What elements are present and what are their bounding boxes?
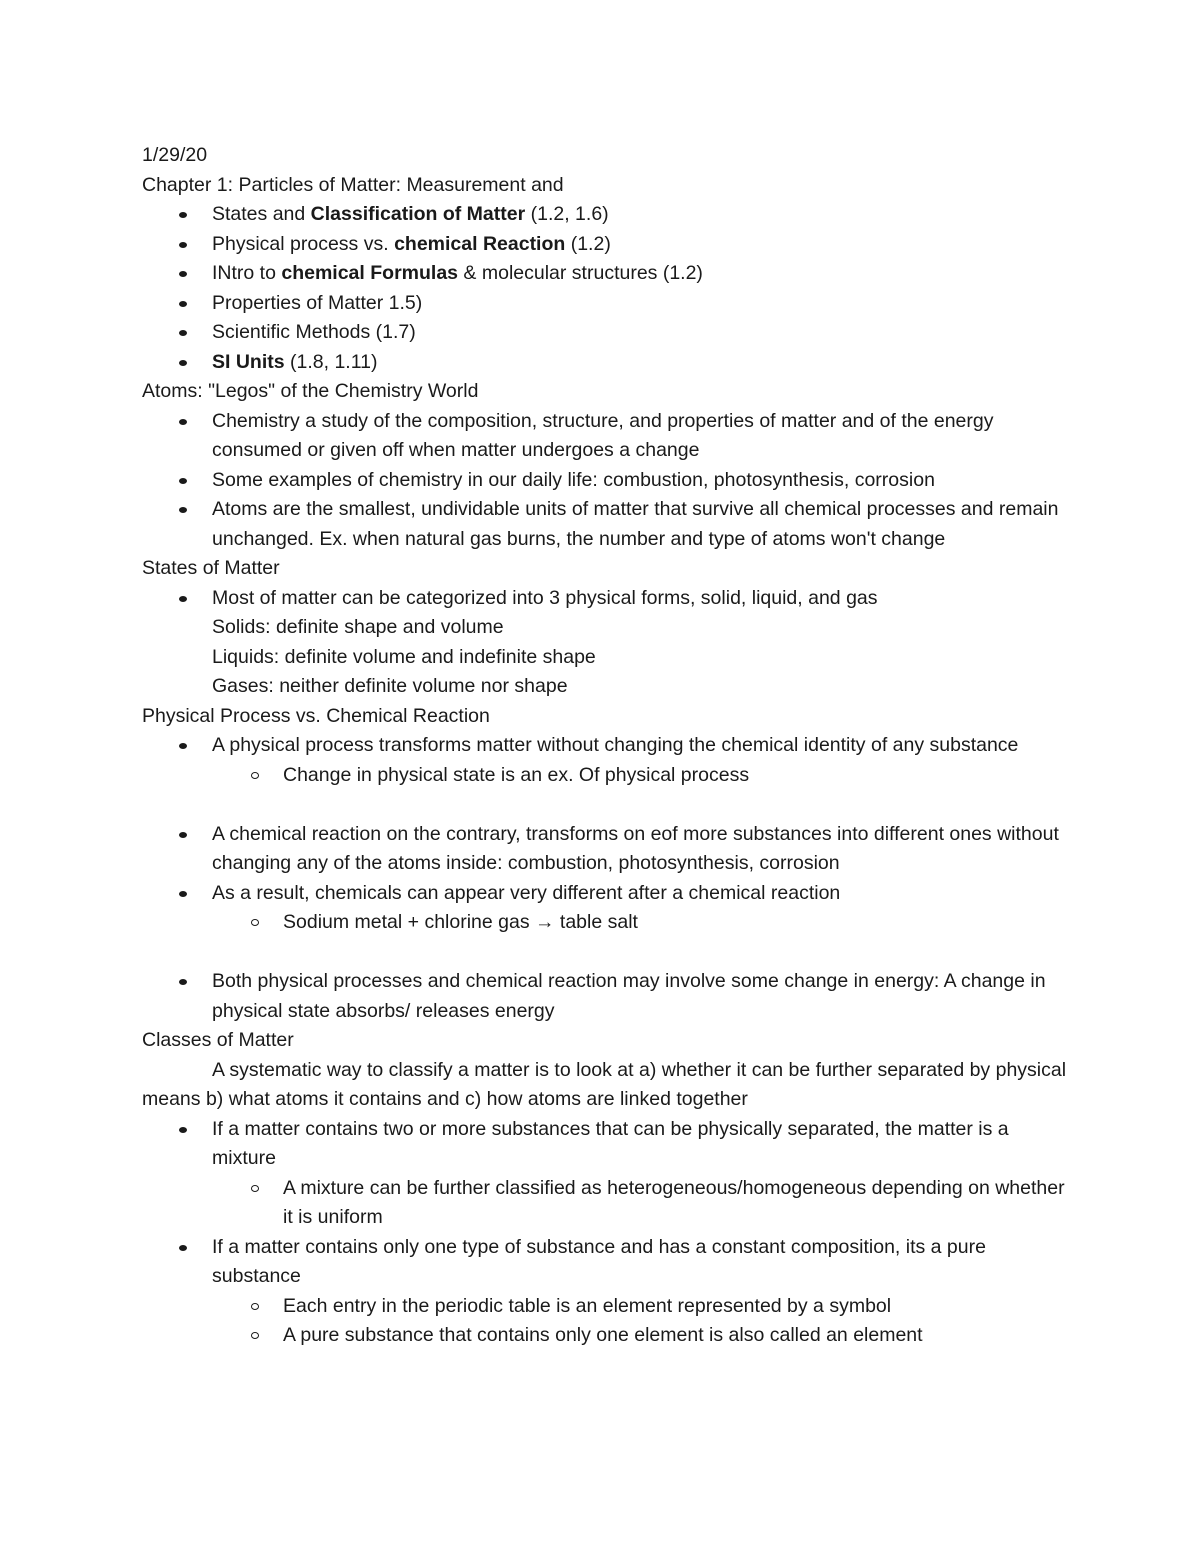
atoms-list bbox=[142, 407, 1072, 555]
liquids-line: Liquids: definite volume and indefinite shape bbox=[212, 645, 596, 668]
states-heading: States of Matter bbox=[142, 557, 280, 579]
list-item: States and Classification of Matter (1.2, 1.6) bbox=[142, 200, 1072, 230]
sub-list bbox=[142, 1174, 1072, 1233]
list-item: Most of matter can be categorized into 3 physical forms, solid, liquid, and gas bbox=[142, 584, 1072, 614]
list-item: Some examples of chemistry in our daily life: combustion, photosynthesis, corrosion bbox=[142, 466, 1072, 496]
solids-line: Solids: definite shape and volume bbox=[212, 616, 504, 638]
chapter-topic-list bbox=[142, 200, 1072, 377]
physical-list-3 bbox=[142, 967, 1072, 1026]
classes-paragraph: A systematic way to classify a matter is to look at a) whether it can be further separated by physical means b) what atoms it contains and c) how atoms are linked together bbox=[142, 1058, 1067, 1110]
sub-list bbox=[142, 908, 1072, 938]
date-line: 1/29/20 bbox=[142, 144, 208, 166]
physical-list-2 bbox=[142, 820, 1072, 938]
classes-list bbox=[142, 1115, 1072, 1351]
list-item: If a matter contains only one type of substance and has a constant composition, its a pure substance Each entry in the periodic table is an element represented by a symbol A pure substance that contains only one element is also called an element bbox=[142, 1233, 1072, 1351]
physical-list bbox=[142, 731, 1072, 790]
sub-list-item: A mixture can be further classified as heterogeneous/homogeneous depending on whether it is uniform bbox=[142, 1174, 1072, 1233]
list-item: A chemical reaction on the contrary, transforms on eof more substances into different ones without changing any of the atoms inside: combustion, photosynthesis, corrosion bbox=[142, 820, 1072, 879]
list-item: Properties of Matter 1.5) bbox=[142, 289, 1072, 319]
list-item: INtro to chemical Formulas & molecular structures (1.2) bbox=[142, 259, 1072, 289]
blank-line bbox=[142, 790, 1072, 820]
list-item: A physical process transforms matter without changing the chemical identity of any substance Change in physical state is an ex. Of physical process bbox=[142, 731, 1072, 790]
list-item: Chemistry a study of the composition, structure, and properties of matter and of the energy consumed or given off when matter undergoes a change bbox=[142, 407, 1072, 466]
sub-list bbox=[142, 1292, 1072, 1351]
list-item: Physical process vs. chemical Reaction (1.2) bbox=[142, 230, 1072, 260]
states-list bbox=[142, 584, 1072, 614]
sub-list-item: Each entry in the periodic table is an element represented by a symbol bbox=[142, 1292, 1072, 1322]
gases-line: Gases: neither definite volume nor shape bbox=[212, 675, 568, 697]
atoms-heading: Atoms: "Legos" of the Chemistry World bbox=[142, 380, 479, 402]
classes-heading: Classes of Matter bbox=[142, 1029, 294, 1051]
list-item: Both physical processes and chemical reaction may involve some change in energy: A change in physical state absorbs/ releases energy bbox=[142, 967, 1072, 1026]
blank-line bbox=[142, 938, 1072, 968]
sub-list-item: A pure substance that contains only one element is also called an element bbox=[142, 1321, 1072, 1351]
list-item: Atoms are the smallest, undividable units of matter that survive all chemical processes and remain unchanged. Ex. when natural gas burns, the number and type of atoms won't change bbox=[142, 495, 1072, 554]
chapter-heading: Chapter 1: Particles of Matter: Measurement and bbox=[142, 173, 564, 196]
sub-list bbox=[142, 761, 1072, 791]
physical-heading: Physical Process vs. Chemical Reaction bbox=[142, 704, 490, 727]
document-page bbox=[142, 141, 1072, 1351]
sub-list-item: Change in physical state is an ex. Of physical process bbox=[142, 761, 1072, 791]
list-item: If a matter contains two or more substances that can be physically separated, the matter is a mixture A mixture can be further classified as heterogeneous/homogeneous depending on whether it is uniform bbox=[142, 1115, 1072, 1233]
sub-list-item: Sodium metal + chlorine gas → table salt bbox=[142, 908, 1072, 938]
list-item: Scientific Methods (1.7) bbox=[142, 318, 1072, 348]
list-item: As a result, chemicals can appear very different after a chemical reaction Sodium metal + chlorine gas → table salt bbox=[142, 879, 1072, 938]
list-item: SI Units (1.8, 1.11) bbox=[142, 348, 1072, 378]
